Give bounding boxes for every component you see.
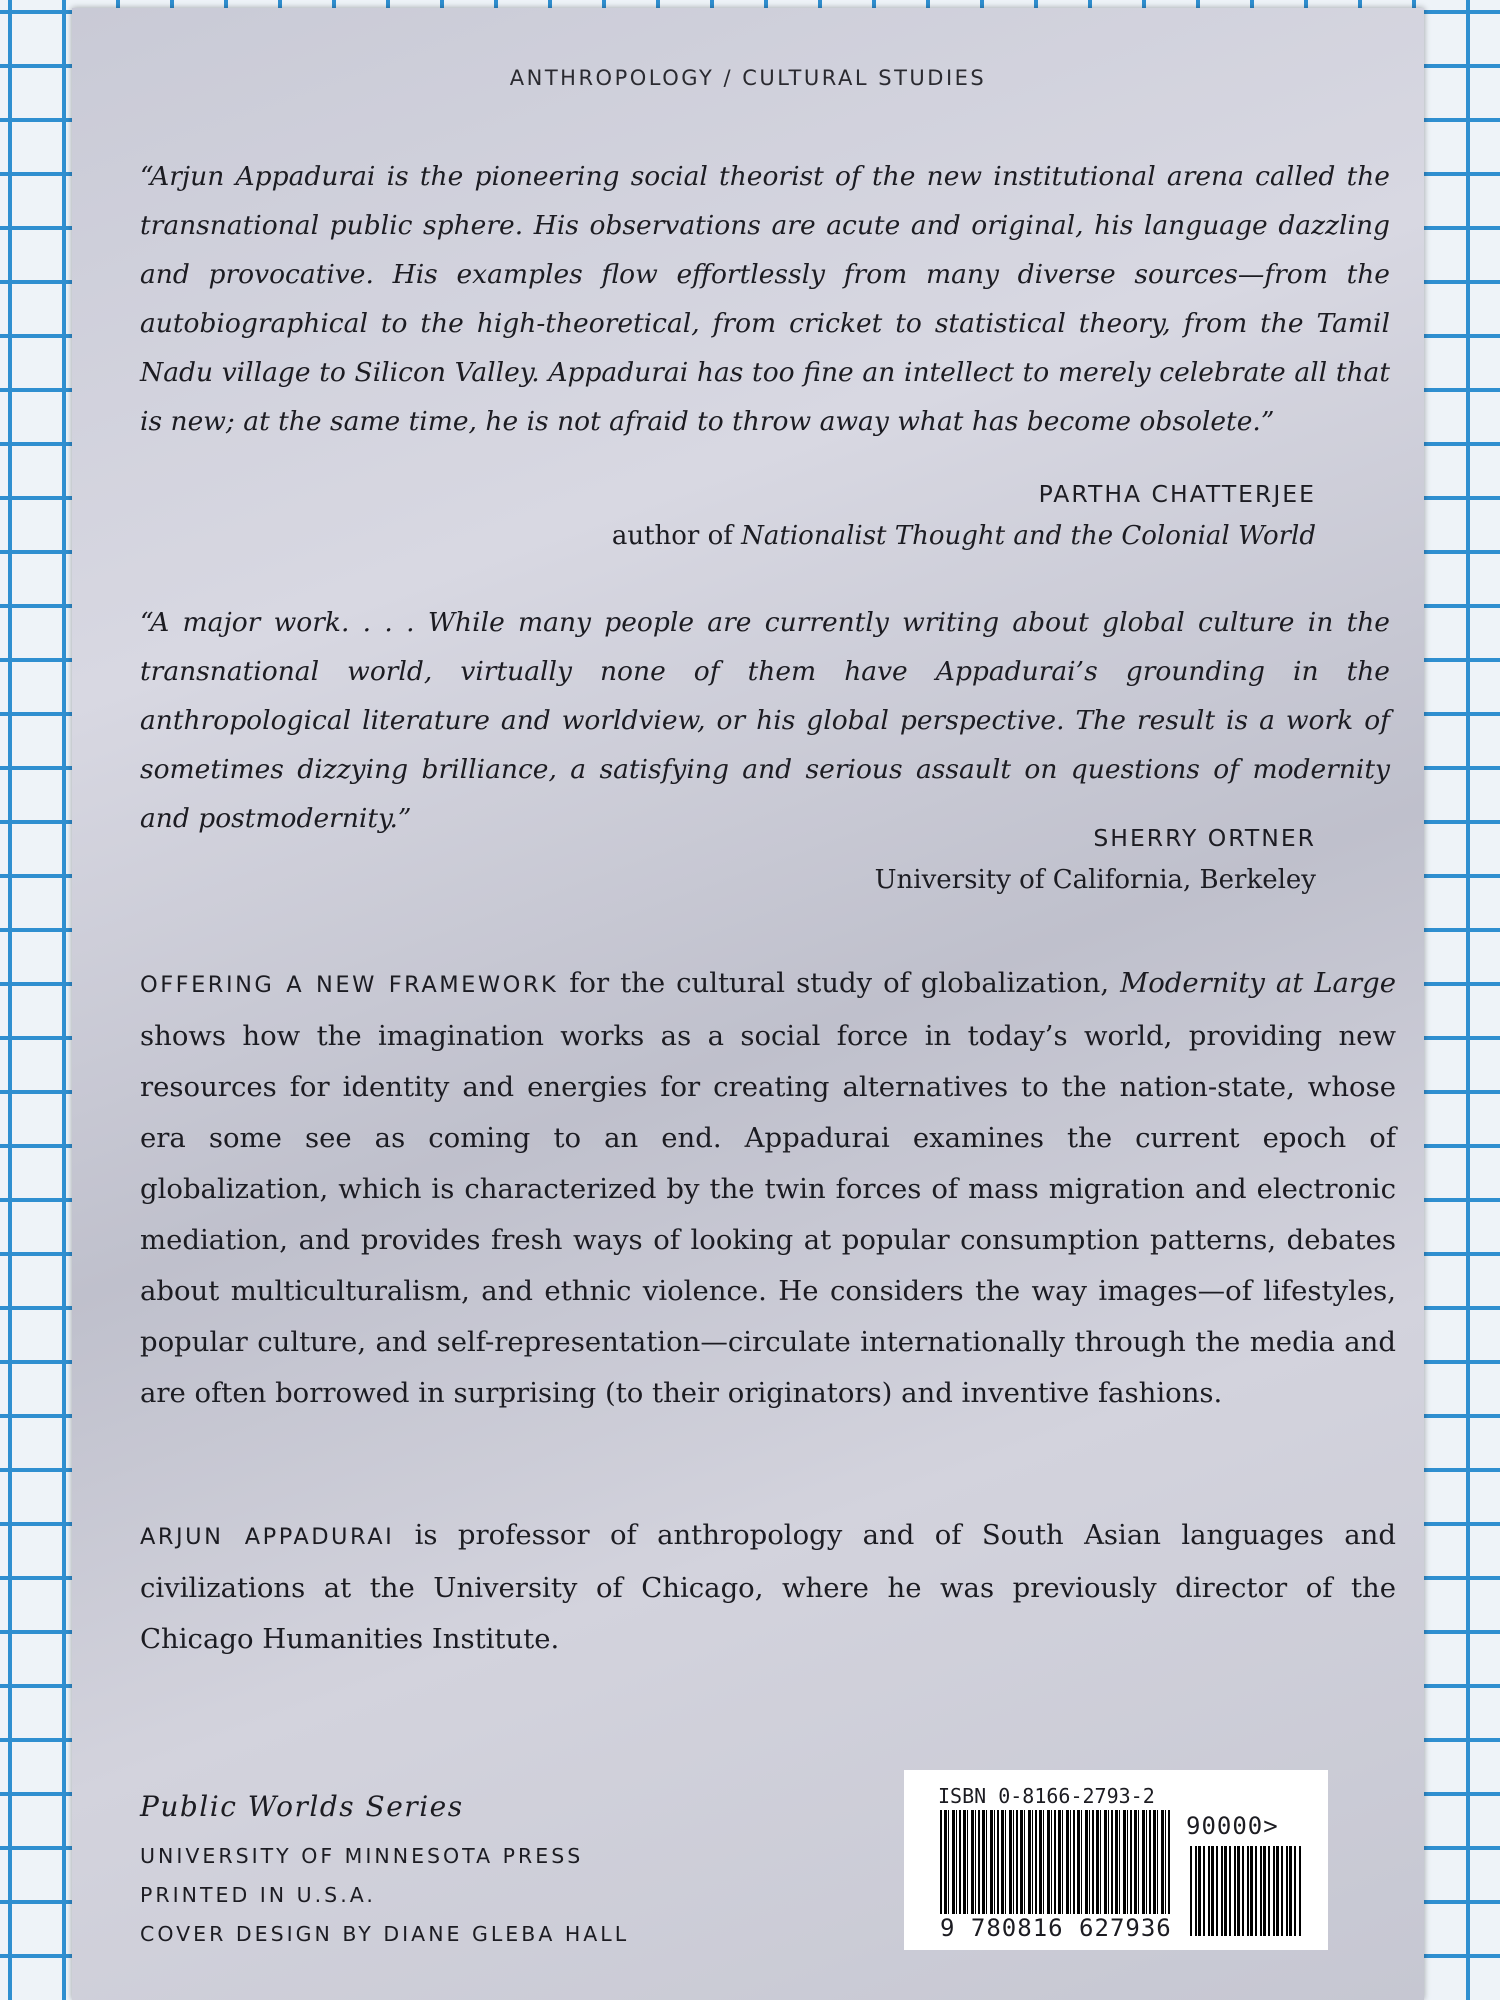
- category-label: ANTHROPOLOGY / CULTURAL STUDIES: [509, 66, 987, 90]
- publisher-footer: [140, 1790, 629, 1954]
- author-bio: [140, 1510, 1396, 1665]
- series-name: Public Worlds Series: [140, 1790, 464, 1823]
- blurb-quote-1: [140, 152, 1390, 446]
- book-description: [140, 958, 1396, 1419]
- isbn-barcode: [904, 1770, 1328, 1950]
- publisher-name: UNIVERSITY OF MINNESOTA PRESS: [140, 1844, 584, 1868]
- blurb-quote-2: [140, 598, 1390, 843]
- description-book-title: Modernity at Large: [1120, 967, 1396, 999]
- description-text-1: for the cultural study of globalization,: [558, 967, 1121, 999]
- price-code: 90000>: [1186, 1812, 1279, 1840]
- cover-design-credit: COVER DESIGN BY DIANE GLEBA HALL: [140, 1922, 630, 1946]
- quote-attribution-1: [612, 474, 1316, 558]
- price-barcode-bars-icon: [1190, 1846, 1302, 1936]
- quote-author: PARTHA CHATTERJEE: [1038, 480, 1316, 508]
- quote-text: “Arjun Appadurai is the pioneering social theorist of the new institutional arena called the transnational public sphere. His observations are acute and original, his language dazzling and provocative. His examples flow effortlessly from many diverse sources—from the autobiographical to the high-theoretical, from cricket to statistical theory, from the Tamil Nadu village to Silicon Valley. Appadurai has too fine an intellect to merely celebrate all that is new; at the same time, he is not afraid to throw away what has become obsolete.”: [140, 161, 1390, 437]
- isbn-number: ISBN 0-8166-2793-2: [938, 1784, 1155, 1808]
- quote-attribution-2: [875, 818, 1316, 902]
- book-back-cover: [72, 8, 1424, 2000]
- role-book-title: Nationalist Thought and the Colonial World: [741, 521, 1316, 551]
- description-lead: OFFERING A NEW FRAMEWORK: [140, 972, 559, 998]
- quote-text: “A major work. . . . While many people are currently writing about global culture in the transnational world, virtually none of them have Appadurai’s grounding in the anthropological literature and worldview, or his global perspective. The result is a work of sometimes dizzying brilliance, a satisfying and serious assault on questions of modernity and postmodernity.”: [140, 607, 1390, 834]
- quote-author-role: University of California, Berkeley: [874, 865, 1316, 895]
- ean-number: 9 780816 627936: [940, 1914, 1172, 1942]
- quote-author-role: [612, 514, 1316, 558]
- quote-author: SHERRY ORTNER: [1093, 824, 1316, 852]
- author-bio-text: is professor of anthropology and of South Asian languages and civilizations at the University of Chicago, where he was previously director of the Chicago Humanities Institute.: [140, 1519, 1396, 1655]
- role-prefix: author of: [611, 521, 742, 551]
- printed-location: PRINTED IN U.S.A.: [140, 1883, 376, 1907]
- description-text-2: shows how the imagination works as a social force in today’s world, providing new resources for identity and energies for creating alternatives to the nation-state, whose era some see as coming to an end. Appadurai examines the current epoch of globalization, which is characterized by the twin forces of mass migration and electronic mediation, and provides fresh ways of looking at popular consumption patterns, debates about multiculturalism, and ethnic violence. He considers the way images—of lifestyles, popular culture, and self-representation—circulate internationally through the media and are often borrowed in surprising (to their originators) and inventive fashions.: [140, 1020, 1396, 1409]
- author-bio-name: ARJUN APPADURAI: [140, 1524, 395, 1550]
- barcode-bars-icon: [940, 1810, 1172, 1930]
